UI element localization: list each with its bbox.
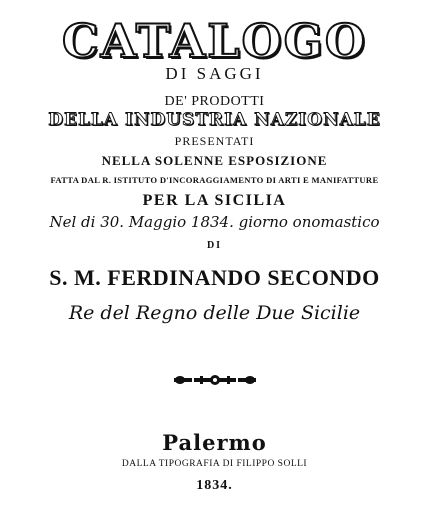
industria-line: DELLA INDUSTRIA NAZIONALE <box>48 110 381 130</box>
place-of-publication: Palermo <box>162 430 267 455</box>
decorative-rule-icon <box>0 373 429 387</box>
publication-year: 1834. <box>196 478 233 493</box>
date-line: Nel di 30. Maggio 1834. giorno onomastico <box>49 213 380 231</box>
dedicatee-title: Re del Regno delle Due Sicilie <box>68 302 361 324</box>
catalog-title: CATALOGO <box>62 14 367 68</box>
solenne-line: NELLA SOLENNE ESPOSIZIONE <box>101 153 328 168</box>
dedicatee-name: S. M. FERDINANDO SECONDO <box>49 265 380 290</box>
sicilia-line: PER LA SICILIA <box>142 192 287 209</box>
prodotti-line: DE' PRODOTTI <box>164 94 265 109</box>
di-line: DI <box>206 240 223 251</box>
catalog-subtitle: DI SAGGI <box>165 64 264 83</box>
printer-line: DALLA TIPOGRAFIA DI FILIPPO SOLLI <box>121 459 308 469</box>
istituto-line: FATTA DAL R. ISTITUTO D'INCORAGGIAMENTO DI ARTI E MANIFATTURE <box>50 175 379 185</box>
presentati-line: PRESENTATI <box>174 134 255 148</box>
